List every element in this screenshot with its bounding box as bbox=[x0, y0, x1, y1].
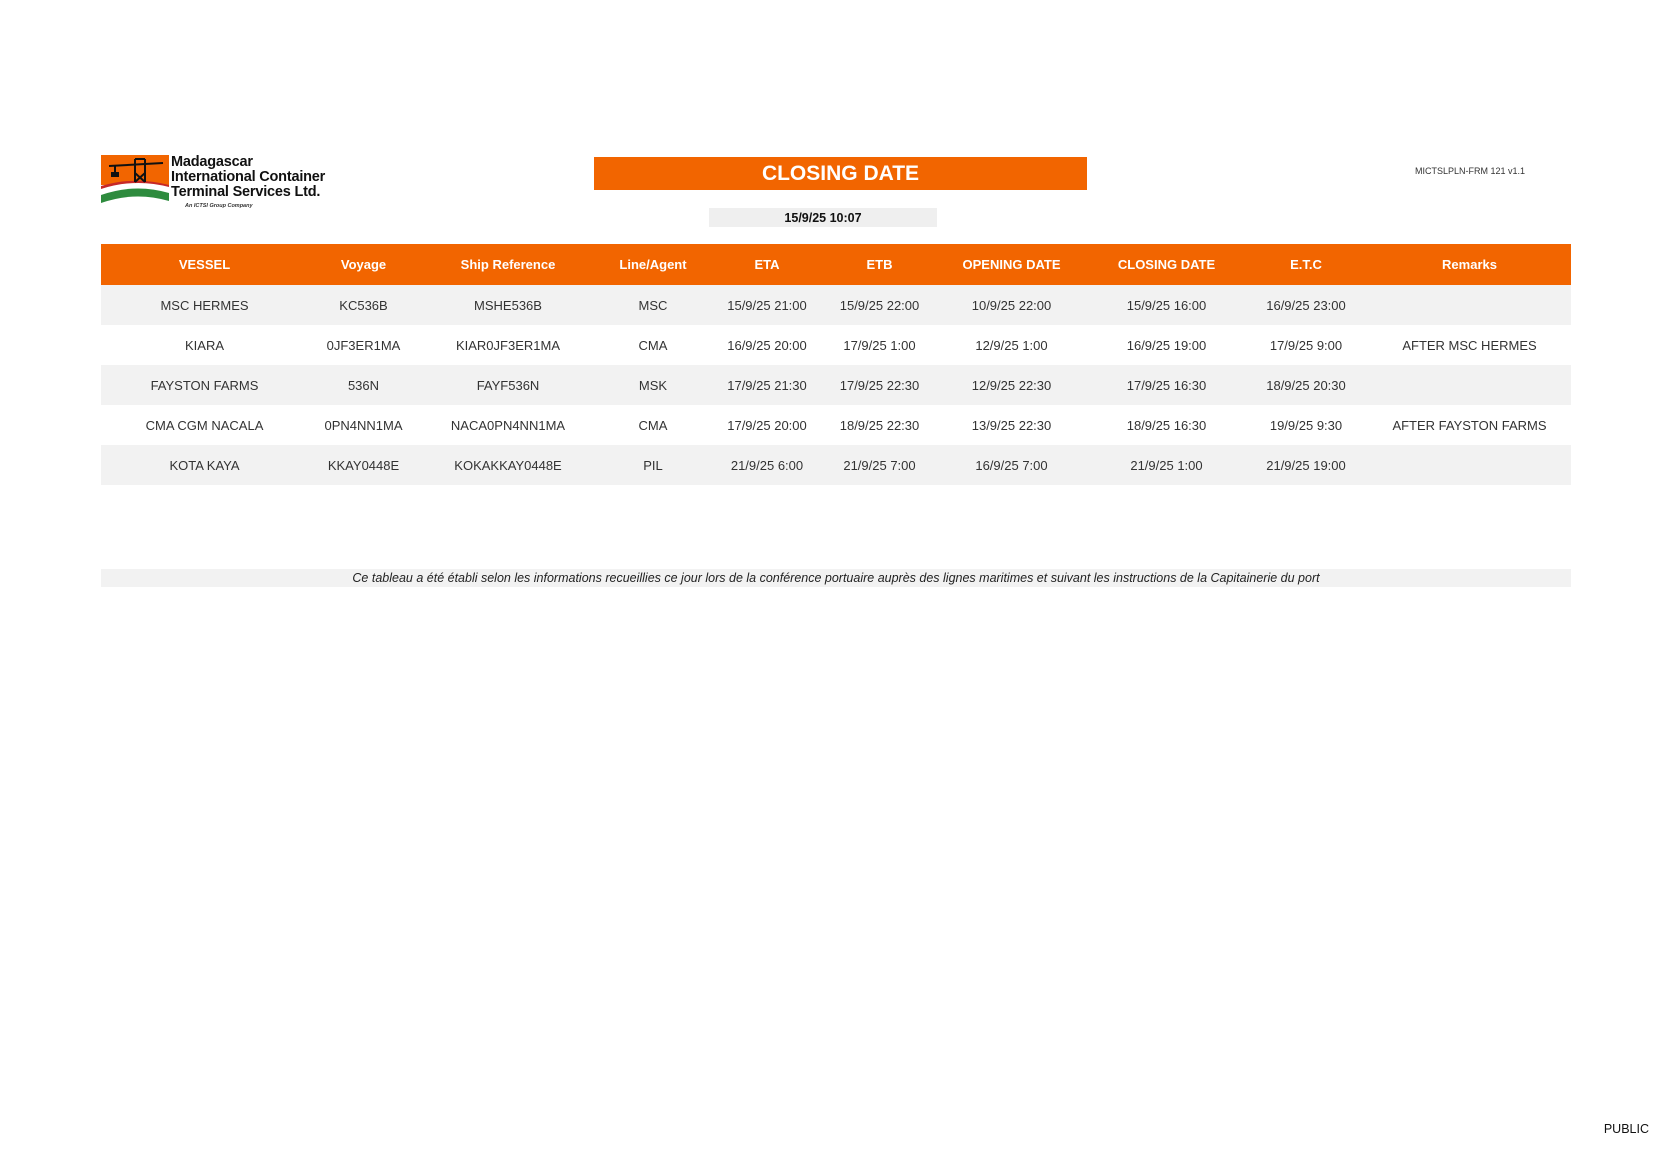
generated-timestamp: 15/9/25 10:07 bbox=[709, 208, 937, 227]
column-header-ship-reference: Ship Reference bbox=[419, 244, 597, 285]
column-header-voyage: Voyage bbox=[308, 244, 419, 285]
table-header-row bbox=[101, 244, 1571, 285]
closing-date-table bbox=[101, 244, 1571, 485]
cell-closing-date: 15/9/25 16:00 bbox=[1089, 285, 1244, 325]
cell-closing-date: 16/9/25 19:00 bbox=[1126, 337, 1207, 353]
cell-eta: 17/9/25 21:30 bbox=[709, 365, 825, 405]
cell-closing-date: 21/9/25 1:00 bbox=[1089, 445, 1244, 485]
cell-line-agent: MSK bbox=[597, 365, 709, 405]
page-title: CLOSING DATE bbox=[594, 157, 1087, 190]
cell-voyage: 536N bbox=[308, 365, 419, 405]
table-row bbox=[101, 405, 1571, 445]
classification-label: PUBLIC bbox=[1603, 1122, 1649, 1136]
logo-tagline: An ICTSI Group Company bbox=[185, 203, 253, 209]
cell-etb: 17/9/25 1:00 bbox=[843, 337, 916, 353]
cell-vessel: MSC HERMES bbox=[101, 285, 308, 325]
cell-closing-date: 17/9/25 16:30 bbox=[1089, 365, 1244, 405]
cell-remarks bbox=[1368, 285, 1571, 325]
cell-vessel: KOTA KAYA bbox=[101, 445, 308, 485]
cell-line-agent: CMA bbox=[638, 417, 668, 433]
cell-line-agent: CMA bbox=[638, 337, 668, 353]
cell-ship-reference: KIAR0JF3ER1MA bbox=[455, 337, 561, 353]
cell-opening-date: 12/9/25 22:30 bbox=[934, 365, 1089, 405]
cell-closing-date: 18/9/25 16:30 bbox=[1126, 417, 1207, 433]
cell-ship-reference: NACA0PN4NN1MA bbox=[450, 417, 566, 433]
cell-ship-reference: FAYF536N bbox=[419, 365, 597, 405]
cell-remarks: AFTER MSC HERMES bbox=[1402, 337, 1537, 353]
column-header-opening-date: OPENING DATE bbox=[934, 244, 1089, 285]
cell-remarks bbox=[1368, 445, 1571, 485]
cell-eta: 17/9/25 20:00 bbox=[727, 417, 807, 433]
table-row bbox=[101, 325, 1571, 365]
column-header-vessel: VESSEL bbox=[101, 244, 308, 285]
cell-opening-date: 16/9/25 7:00 bbox=[934, 445, 1089, 485]
cell-eta: 16/9/25 20:00 bbox=[727, 337, 807, 353]
table-row bbox=[101, 445, 1571, 485]
cell-etb: 17/9/25 22:30 bbox=[825, 365, 934, 405]
crane-logo-icon bbox=[101, 155, 169, 203]
column-header-remarks: Remarks bbox=[1368, 244, 1571, 285]
cell-voyage: 0JF3ER1MA bbox=[326, 337, 401, 353]
table-row bbox=[101, 365, 1571, 405]
cell-etc: 18/9/25 20:30 bbox=[1244, 365, 1368, 405]
cell-vessel: CMA CGM NACALA bbox=[145, 417, 264, 433]
cell-etc: 19/9/25 9:30 bbox=[1269, 417, 1343, 433]
column-header-etb: ETB bbox=[825, 244, 934, 285]
cell-vessel: FAYSTON FARMS bbox=[101, 365, 308, 405]
footnote: Ce tableau a été établi selon les informations recueillies ce jour lors de la conférence portuaire auprès des lignes maritimes et suivant les instructions de la Capitainerie du port bbox=[101, 569, 1571, 587]
logo-company-name: Madagascar International Container Terminal Services Ltd. bbox=[171, 154, 326, 200]
cell-opening-date: 12/9/25 1:00 bbox=[975, 337, 1048, 353]
cell-etc: 21/9/25 19:00 bbox=[1244, 445, 1368, 485]
cell-line-agent: PIL bbox=[597, 445, 709, 485]
column-header-eta: ETA bbox=[709, 244, 825, 285]
company-logo bbox=[101, 155, 336, 213]
cell-etb: 21/9/25 7:00 bbox=[825, 445, 934, 485]
table-row bbox=[101, 285, 1571, 325]
cell-opening-date: 10/9/25 22:00 bbox=[934, 285, 1089, 325]
cell-etb: 15/9/25 22:00 bbox=[825, 285, 934, 325]
form-reference: MICTSLPLN-FRM 121 v1.1 bbox=[1415, 166, 1526, 176]
cell-opening-date: 13/9/25 22:30 bbox=[971, 417, 1052, 433]
cell-eta: 15/9/25 21:00 bbox=[709, 285, 825, 325]
cell-remarks bbox=[1368, 365, 1571, 405]
cell-voyage: 0PN4NN1MA bbox=[324, 417, 403, 433]
cell-vessel: KIARA bbox=[184, 337, 224, 353]
cell-etb: 18/9/25 22:30 bbox=[839, 417, 920, 433]
cell-voyage: KKAY0448E bbox=[308, 445, 419, 485]
cell-ship-reference: MSHE536B bbox=[419, 285, 597, 325]
cell-line-agent: MSC bbox=[597, 285, 709, 325]
column-header-etc: E.T.C bbox=[1244, 244, 1368, 285]
cell-voyage: KC536B bbox=[308, 285, 419, 325]
cell-eta: 21/9/25 6:00 bbox=[709, 445, 825, 485]
cell-ship-reference: KOKAKKAY0448E bbox=[419, 445, 597, 485]
cell-remarks: AFTER FAYSTON FARMS bbox=[1392, 417, 1547, 433]
cell-etc: 17/9/25 9:00 bbox=[1269, 337, 1343, 353]
column-header-line-agent: Line/Agent bbox=[597, 244, 709, 285]
cell-etc: 16/9/25 23:00 bbox=[1244, 285, 1368, 325]
column-header-closing-date: CLOSING DATE bbox=[1089, 244, 1244, 285]
